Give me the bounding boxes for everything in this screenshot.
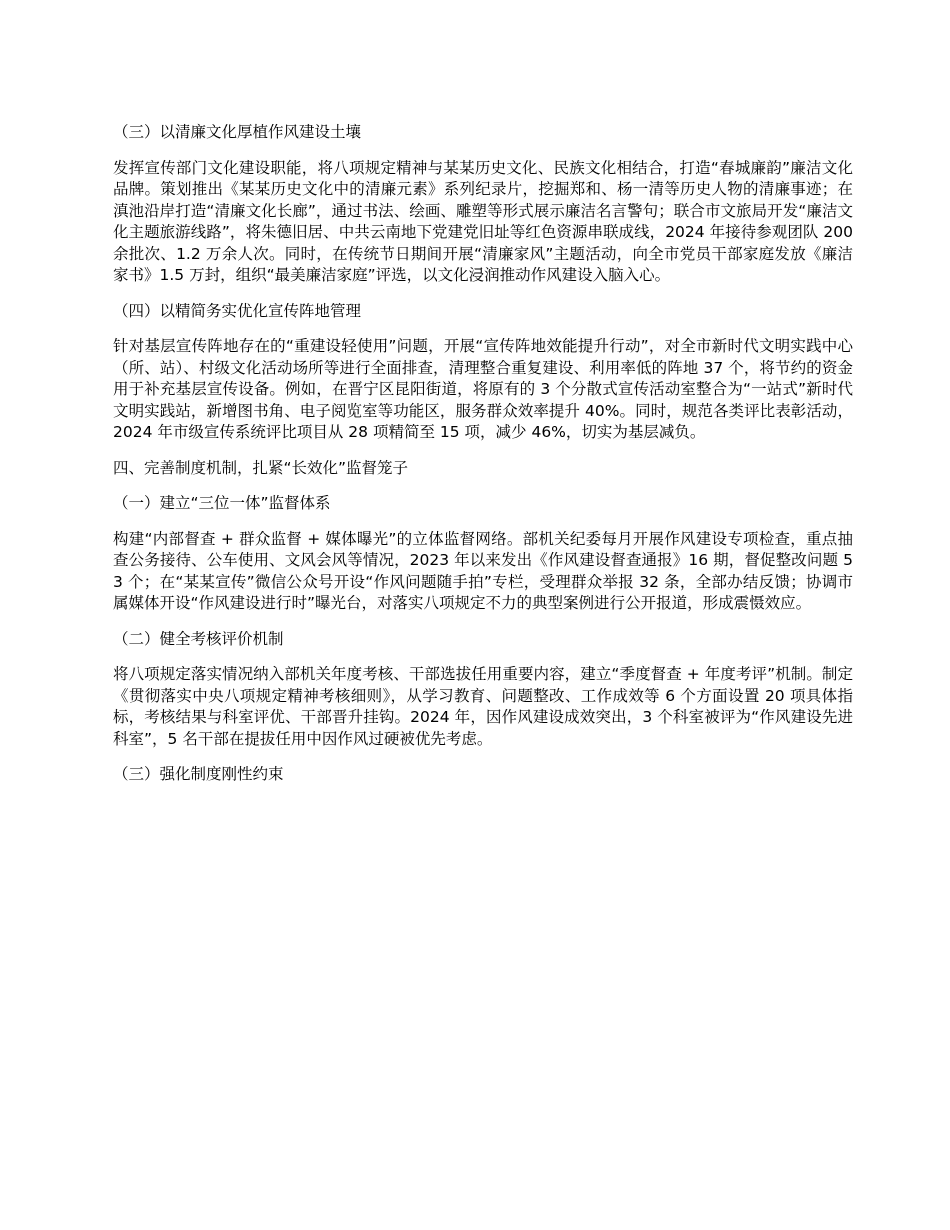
chapter-heading-mechanism: 四、完善制度机制，扎紧“长效化”监督笼子 [113, 458, 409, 477]
section-heading-culture: （三）以清廉文化厚植作风建设土壤 [113, 123, 362, 141]
paragraph-culture: 发挥宣传部门文化建设职能，将八项规定精神与某某历史文化、民族文化相结合，打造“春城廉韵”廉洁文化品牌。策划推出《某某历史文化中的清廉元素》系列纪录片，挖掘郑和、杨一清等历史人物的清廉事迹；在滇池沿岸打造“清廉文化长廊”，通过书法、绘画、雕塑等形式展示廉洁名言警句；联合市文旅局开发“廉洁文化主题旅游线路”，将朱德旧居、中共云南地下党建党旧址等红色资源串联成线，2024 年接待参观团队 200 余批次、1.2 万余人次。同时，在传统节日期间开展“清廉家风”主题活动，向全市党员干部家庭发放《廉洁家书》1.5 万封，组织“最美廉洁家庭”评选，以文化浸润推动作风建设入脑入心。 [113, 158, 853, 284]
paragraph-supervision: 构建“内部督查 + 群众监督 + 媒体曝光”的立体监督网络。部机关纪委每月开展作风建设专项检查，重点抽查公务接待、公车使用、文风会风等情况，2023 年以来发出《作风建设督查通报》16 期，督促整改问题 53 个；在“某某宣传”微信公众号开设“作风问题随手拍”专栏，受理群众举报 32 条，全部办结反馈；协调市属媒体开设“作风建设进行时”曝光台，对落实八项规定不力的典型案例进行公开报道，形成震慑效应。 [113, 529, 853, 612]
section-heading-assessment: （二）健全考核评价机制 [113, 629, 284, 648]
section-heading-positions: （四）以精简务实优化宣传阵地管理 [113, 301, 362, 320]
paragraph-positions: 针对基层宣传阵地存在的“重建设轻使用”问题，开展“宣传阵地效能提升行动”，对全市新时代文明实践中心（所、站）、村级文化活动场所等进行全面排查，清理整合重复建设、利用率低的阵地 37 个，将节约的资金用于补充基层宣传设备。例如，在晋宁区昆阳街道，将原有的 3 个分散式宣传活动室整合为“一站式”新时代文明实践站，新增图书角、电子阅览室等功能区，服务群众效率提升 40%。同时，规范各类评比表彰活动，2024 年市级宣传系统评比项目从 28 项精简至 15 项，减少 46%，切实为基层减负。 [113, 337, 853, 441]
section-heading-supervision: （一）建立“三位一体”监督体系 [113, 494, 331, 512]
document-body [113, 122, 853, 800]
section-heading-constraint: （三）强化制度刚性约束 [113, 765, 284, 783]
paragraph-assessment: 将八项规定落实情况纳入部机关年度考核、干部选拔任用重要内容，建立“季度督查 + 年度考评”机制。制定《贯彻落实中央八项规定精神考核细则》，从学习教育、问题整改、工作成效等 6 个方面设置 20 项具体指标，考核结果与科室评优、干部晋升挂钩。2024 年，因作风建设成效突出，3 个科室被评为“作风建设先进科室”，5 名干部在提拔任用中因作风过硬被优先考虑。 [113, 665, 853, 748]
